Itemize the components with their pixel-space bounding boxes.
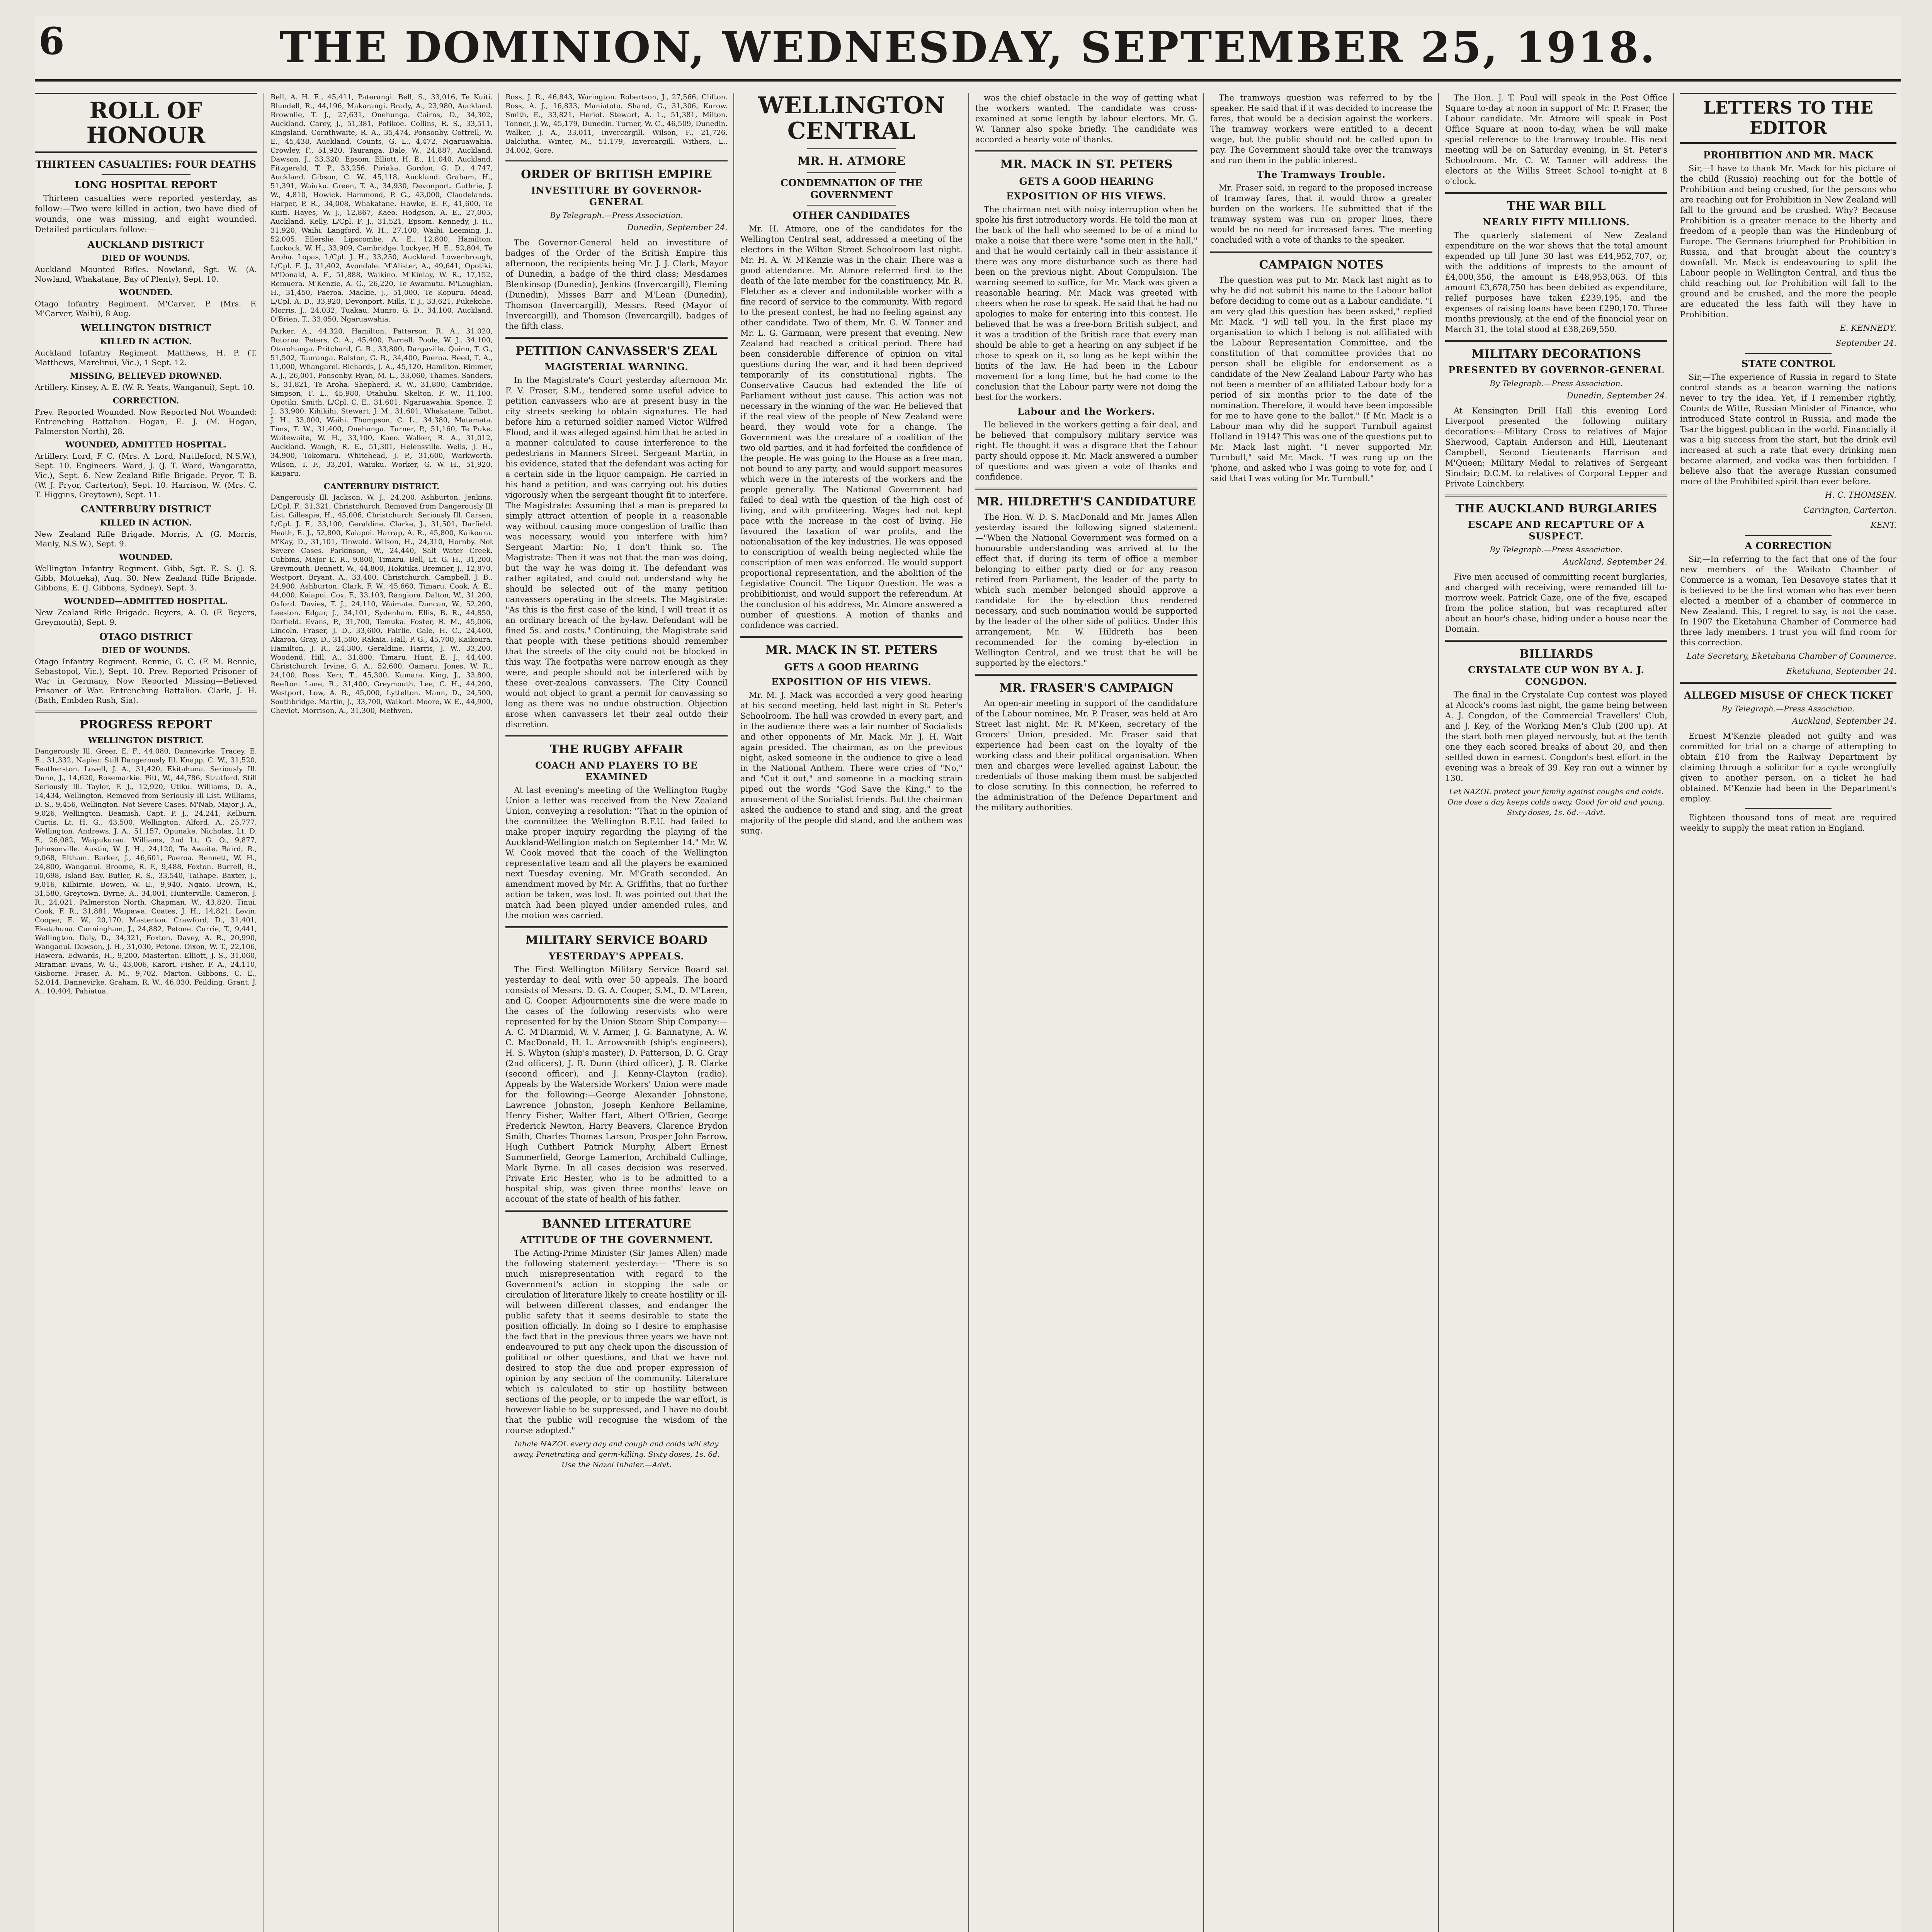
letter-place: Carrington, Carterton. bbox=[1803, 505, 1896, 515]
section-subtitle: WOUNDED. bbox=[119, 287, 173, 297]
section-subtitle: WOUNDED—ADMITTED HOSPITAL. bbox=[64, 596, 228, 606]
column-rule bbox=[498, 93, 499, 1932]
column-rule bbox=[1203, 93, 1204, 1932]
article-text: An open-air meeting in support of the candidature of the Labour nominee, Mr. P. Fraser, was held at Aro Street last night. Mr. R. M'Keen, secretary of the Grocers' Union, presided. Mr. Fraser said that experience had been cast on the loyalty of the working class and their political organisation. When men and charges were levelled against Labour, the credentials of those making them must be subjected to close scrutiny. In this connection, he referred to the administration of the Defence Department and the military authorities. bbox=[975, 699, 1197, 812]
progress-names: Dangerously Ill. Jackson, W. J., 24,200, Ashburton. Jenkins, L/Cpl. F., 31,321, Christchurch. Removed from Dangerously Ill List. Gillespie, H., 45,006, Christchurch. Seriously Ill. Carsen, L/Cpl. J. F., 33,100, Geraldine. Clarke, J., 31,501, Darfield. Heath, E. J., 52,800, Kaiapoi. Harrap, A. R., 45,800, Kaikoura. M'Kay, D., 31,101, Tinwald. Wilson, H., 24,310, Hornby. Not Severe Cases. Parkinson, W., 24,440, Salt Water Creek. Cubbins, Major E. R., 9,800, Timaru. Bell, Lt. G. H., 31,200, Greymouth. Bennett, W., 44,800, Hokitika. Bremner, J., 12,870, Westport. Bryant, A., 33,400, Christchurch. Campbell, J. B., 24,900, Ashburton. Clark, F. W., 45,660, Timaru. Cook, A. E., 44,000, Kaiapoi. Cox, F., 33,103, Rangiora. Dalton, W., 31,200, Oxford. Davies, T. J., 24,110, Waimate. Duncan, W., 52,200, Leeston. Edgar, J., 34,101, Sydenham. Ellis, B. R., 44,850, Darfield. Evans, P., 31,700, Temuka. Foster, R. M., 45,006, Lincoln. Fraser, J. D., 33,600, Fairlie. Gale, H. C., 24,400, Akaroa. Gray, D., 31,500, Rakaia. Hall, P. G., 45,700, Kaikoura. Hamilton, J. R., 24,300, Geraldine. Harris, J. W., 33,200, Woodend. Hill, A., 31,800, Timaru. Hunt, E. J., 44,400, Christchurch. Irvine, G. A., 52,600, Oamaru. Jones, W. R., 24,100, Ross. Kerr, T., 45,300, Kumara. King, J., 33,800, Reefton. Lane, R., 31,400, Greymouth. Lee, C. H., 44,200, Westport. Low, A. B., 45,000, Lyttelton. Mann, D., 24,500, Southbridge. Martin, J., 33,700, Waikari. Moore, W. E., 44,900, Cheviot. Morrison, A., 31,300, Methven. bbox=[270, 493, 493, 715]
hospital-report-title: LONG HOSPITAL REPORT bbox=[75, 179, 217, 190]
order-british-empire-title: ORDER OF BRITISH EMPIRE bbox=[521, 168, 712, 181]
casualty-entry: Otago Infantry Regiment. M'Carver, P. (Mrs. F. M'Carver, Waihi), 8 Aug. bbox=[35, 299, 257, 318]
military-decorations-subtitle: PRESENTED BY GOVERNOR-GENERAL bbox=[1448, 364, 1664, 376]
column-progress-list bbox=[270, 93, 493, 1932]
divider bbox=[1445, 192, 1667, 194]
divider bbox=[975, 150, 1197, 152]
military-decorations-title: MILITARY DECORATIONS bbox=[1471, 347, 1641, 361]
column-rule bbox=[968, 93, 969, 1932]
dateline: Auckland, September 24. bbox=[1563, 557, 1667, 566]
misuse-title: ALLEGED MISUSE OF CHECK TICKET bbox=[1684, 690, 1893, 701]
column-rule bbox=[1673, 93, 1674, 1932]
divider bbox=[1745, 353, 1832, 354]
atmore-subhead: MR. H. ATMORE bbox=[797, 155, 906, 168]
investiture-subtitle: INVESTITURE BY GOVERNOR-GENERAL bbox=[531, 185, 702, 207]
mack-subhead-2: EXPOSITION OF HIS VIEWS. bbox=[771, 676, 932, 687]
letter-date: September 24. bbox=[1835, 338, 1896, 348]
roll-of-honour-title: ROLL OF HONOUR bbox=[35, 93, 257, 153]
section-subtitle: WOUNDED, ADMITTED HOSPITAL. bbox=[65, 440, 227, 449]
casualty-entry: Prev. Reported Wounded. Now Reported Not Wounded: Entrenching Battalion. Hogan, E. J. (M. Hogan, Palmerston North), 28. bbox=[35, 407, 257, 436]
divider bbox=[975, 488, 1197, 490]
article-text: Mr. H. Atmore, one of the candidates for the Wellington Central seat, addressed a meeting of the electors in the Wilton Street Schoolroom last night. Mr. H. A. W. M'Kenzie was in the chair. There was a good attendance. Mr. Atmore referred first to the death of the late member for the constituency, Mr. R. Fletcher as a clever and indomitable worker with a fine record of service to the community. With regard to the present contest, he had no feeling against any other candidate. Two of them, Mr. G. W. Tanner and Mr. L. G. Garmann, were present that evening. New Zealand had reached a critical period. There had been considerable difference of opinion on vital questions during the war, and it had been deprived temporarily of its constitutional rights. The Conservative Caucus had extended the life of Parliament without just cause. This action was not necessary in the winning of the war. He believed that if the real view of the people of New Zealand were heard, they would vote for a change. The Government was the creature of a coalition of the two old parties, and it had forfeited the confidence of the people. He was going to the House as a free man, not bound to any party, and would support measures which were in the interests of the workers and the people generally. The National Government had failed to deal with the question of the high cost of living, and with profiteering. Wages had not kept pace with the increase in the cost of living. He favoured the taxation of war profits, and the nationalisation of the key industries. He was opposed to conscription of wealth being neglected while the conscription of men was enforced. He would support proportional representation, and the abolition of the Legislative Council. The Liquor Question. He was a prohibitionist, and would support the referendum. At the conclusion of his address, Mr. Atmore answered a number of questions. A motion of thanks and confidence was carried. bbox=[740, 224, 963, 630]
casualty-entry: New Zealand Rifle Brigade. Beyers, A. O. (F. Beyers, Greymouth), Sept. 9. bbox=[35, 608, 257, 627]
dateline: Dunedin, September 24. bbox=[1566, 391, 1667, 400]
fraser-title: MR. FRASER'S CAMPAIGN bbox=[999, 681, 1173, 695]
article-text: At last evening's meeting of the Wellington Rugby Union a letter was received from the New Zealand Union, conveying a resolution: "That in the opinion of the committee the Wellington R.F.U. had failed to make proper inquiry regarding the playing of the Auckland-Wellington match on September 14." Mr. W. W. Cook moved that the coach of the Wellington representative team and all the players be examined next Tuesday evening. Mr. M'Grath seconded. An amendment moved by Mr. A. Griffiths, that no further action be taken, was lost. It was pointed out that the match had been played under amended rules, and the motion was carried. bbox=[505, 786, 728, 920]
divider bbox=[505, 1210, 728, 1212]
divider bbox=[807, 205, 896, 206]
column-wellington-central bbox=[740, 93, 963, 1932]
divider bbox=[505, 926, 728, 928]
article-text: The Hon. W. D. S. MacDonald and Mr. James Allen yesterday issued the following signed statement:—"When the National Government was formed on a honourable understanding was arrived at to the effect that, if during its term of office a member belonging to either party died or for any reason retired from Parliament, the leader of the party to which such member belonged should approve a candidate for the by-election thus rendered necessary, and such nomination would be supported by the leader of the other side of politics. Under this arrangement, Mr. W. Hildreth has been recommended for the coming by-election in Wellington Central, and we trust that he will be supported by the electors." bbox=[975, 512, 1197, 668]
section-title: CANTERBURY DISTRICT bbox=[80, 503, 211, 515]
letter-text: Sir,—In referring to the fact that one of the four new members of the Waikato Chamber of Commerce is a woman, Ten Desavoye states that it is believed to be the first woman who has ever been elected a member of a chamber of commerce in New Zealand. This, I regret to say, is not the case. In 1907 the Eketahuna Chamber of Commerce had three lady members. I trust you will find room for this correction. bbox=[1680, 554, 1896, 647]
newspaper-page bbox=[35, 15, 1901, 1932]
divider bbox=[975, 674, 1197, 676]
condemnation-subhead: CONDEMNATION OF THE GOVERNMENT bbox=[781, 177, 922, 201]
article-text: At Kensington Drill Hall this evening Lord Liverpool presented the following military decorations:—Military Cross to relatives of Major Sherwood, Captain Anderson and Hill, Lieutenant Campbell, Second Lieutenants Harrison and M'Queen; Military Medal to relatives of Sergeant Sinclair; D.C.M. to relatives of Corporal Lepper and Private Lainchbery. bbox=[1445, 406, 1667, 488]
casualty-entry: Artillery. Kinsey, A. E. (W. R. Yeats, Wanganui), Sept. 10. bbox=[35, 383, 255, 392]
casualties-headline: THIRTEEN CASUALTIES: FOUR DEATHS bbox=[35, 159, 257, 170]
letters-title: LETTERS TO THE EDITOR bbox=[1680, 93, 1896, 144]
banned-literature-subtitle: ATTITUDE OF THE GOVERNMENT. bbox=[520, 1234, 713, 1245]
progress-names: Ross, J. R., 46,843, Warington. Robertson, J., 27,566, Clifton. Ross, A. J., 16,833, Maniatoto. Shand, G., 31,306, Kurow. Smith, E., 33,821, Heriot. Stewart, A. L., 51,381, Milton. Tonner, J. W., 45,179, Dunedin. Turner, W. C., 46,509, Dunedin. Walker, J. A., 33,011, Invercargill. Wilson, F., 21,726, Balclutha. Winter, M., 51,179, Invercargill. Withers, L., 34,002, Gore. bbox=[505, 93, 728, 155]
divider bbox=[505, 337, 728, 339]
letter-title: PROHIBITION AND MR. MACK bbox=[1703, 150, 1874, 161]
divider bbox=[102, 174, 190, 175]
article-text: Five men accused of committing recent burglaries, and charged with receiving, were remanded till to-morrow week. Patrick Gaze, one of the five, escaped from the police station, but was recaptured after about an hour's chase, hiding under a house near the Domain. bbox=[1445, 572, 1667, 634]
article-text: The chairman met with noisy interruption when he spoke his first introductory words. He told the man at the back of the hall who seemed to be of a mind to make a noise that there were "some men in the hall," and that he would certainly call in their assistance if there was any more disturbance such as there had been on the previous night. About Compulsion. The warning seemed to suffice, for Mr. Mack was given a reasonable hearing. Mr. Mack was greeted with cheers when he rose to speak. He said that he had no apologies to make for entering into this contest. He believed that he was a free-born British subject, and it was a tradition of the British race that every man should be able to get a hearing on any subject if he chose to speak on it, so long as he kept within the limits of the law. He had been in the Labour movement for a long time, but he had come to the conclusion that the Labour party were not doing the best for the workers. bbox=[975, 205, 1197, 402]
petition-subtitle: MAGISTERIAL WARNING. bbox=[544, 361, 689, 372]
column-letters bbox=[1680, 93, 1896, 1932]
progress-report-title: PROGRESS REPORT bbox=[79, 718, 213, 731]
article-text: The quarterly statement of New Zealand expenditure on the war shows that the total amount expended up till June 30 last was £44,952,707, or, with the additions of imprests to the amount of £4,000,356, the amount is £48,953,063. Of this amount £3,678,750 has been debited as expenditure, relief purposes have taken £239,195, and the expenses of raising loans have been £290,170. Three months previously, at the end of the financial year on March 31, the total stood at £38,269,550. bbox=[1445, 231, 1667, 334]
column-six bbox=[1210, 93, 1432, 1932]
masthead bbox=[35, 15, 1901, 82]
other-candidates-subhead: OTHER CANDIDATES bbox=[793, 210, 910, 221]
burglaries-title: THE AUCKLAND BURGLARIES bbox=[1455, 502, 1657, 515]
column-five bbox=[975, 93, 1197, 1932]
letter-title: A CORRECTION bbox=[1745, 540, 1832, 551]
casualty-entry: New Zealand Rifle Brigade. Morris, A. (G. Morris, Manly, N.S.W.), Sept. 9. bbox=[35, 529, 257, 548]
wire-line: By Telegraph.—Press Association. bbox=[1490, 379, 1623, 388]
article-text: The First Wellington Military Service Board sat yesterday to deal with over 50 appeals. The board consists of Messrs. D. G. A. Cooper, S.M., D. M'Laren, and G. Cooper. Adjournments sine die were made in the cases of the following reservists who were represented for by the Union Steam Ship Company:—A. C. M'Diarmid, W. V. Armer, J. G. Bannatyne, A. W. C. MacDonald, H. L. Arrowsmith (ship's engineers), H. S. Whyton (ship's master), D. Patterson, D. G. Gray (2nd officers), J. R. Dunn (third officer), J. R. Clarke (second officer), and J. Kenny-Clayton (radio). Appeals by the Waterside Workers' Union were made for the following:—George Alexander Johnstone, Lawrence Johnston, Joseph Kenhore Bellamine, Henry Fisher, Walter Hart, Albert O'Brien, George Frederick Newton, Harry Beavers, Clarence Brydon Smith, Charles Thomas Larson, Prosper John Farrow, Hugh Cuthbert Patrick Murphy, Albert Ernest Summerfield, George Lamerton, Archibald Cullinge, Mark Byrne. In all cases decision was reserved. Private Eric Hester, who is to be admitted to a hospital ship, was given three months' leave on account of the state of health of his father. bbox=[505, 965, 728, 1204]
article-text: Mr. Fraser said, in regard to the proposed increase of tramway fares, that it would throw a greater burden on the workers. He submitted that if the tramway system was run on proper lines, there would be no need for increased fares. The meeting concluded with a vote of thanks to the speaker. bbox=[1210, 183, 1432, 245]
letter-text: Sir,—I have to thank Mr. Mack for his picture of the child (Russia) reaching out for the bottle of Prohibition and being crushed, for the persons who are reaching out for Prohibition in New Zealand will fall to the ground and be crushed. Why? Because Prohibition is a greater menace to the liberty and freedom of a people than was the Hindenburg of Europe. The Germans triumphed for Prohibition in Russia, and that brought about the country's downfall. Mr. Mack is endeavouring to split the Labour people in Wellington Central, and thus the child reaching out for Prohibition will fall to the ground and be crushed, and the more the people are educated the less faith will they have in Prohibition. bbox=[1680, 164, 1896, 319]
article-text: In the Magistrate's Court yesterday afternoon Mr. F. V. Fraser, S.M., tendered some useful advice to petition canvassers who are at present busy in the city streets seeking to obtain signatures. He had before him a returned soldier named Victor Wilfred Flood, and it was alleged against him that he acted in a manner calculated to cause interference to the pedestrians in Manners Street. Sergeant Martin, in his evidence, stated that the defendant was acting for a certain side in the liquor campaign. He carried in his hand a petition, and was carrying out his duties vigorously when the sergeant thought fit to interfere. The Magistrate: Assuming that a man is prepared to simply attract attention of people in a reasonable way without causing more congestion of traffic than was necessary, would you interfere with him? Sergeant Martin: No, I don't think so. The Magistrate: Then it was not that the man was doing, but the way he was doing it. The defendant was rather agitated, and could not understand why he should be selected out of the many petition canvassers operating in the streets. The Magistrate: "As this is the first case of the kind, I will treat it as an ordinary breach of the by-law. Defendant will be fined 5s. and costs." Continuing, the Magistrate said that people with these petitions should remember that the streets of the city could not be blocked in this way. The footpaths were narrow enough as they were, and people should not be interfered with by these over-zealous canvassers. The City Council would not object to grant a permit for canvassing so long as there was no undue obstruction. Objection arose when canvassers let their zeal outdo their discretion. bbox=[505, 376, 728, 729]
letter-place: Eketahuna, September 24. bbox=[1786, 667, 1896, 676]
banned-literature-title: BANNED LITERATURE bbox=[542, 1217, 691, 1231]
column-rule bbox=[733, 93, 734, 1932]
inline-heading: Labour and the Workers. bbox=[1017, 406, 1156, 417]
wire-line: By Telegraph.—Press Association. bbox=[1490, 545, 1623, 554]
rugby-title: THE RUGBY AFFAIR bbox=[550, 743, 683, 756]
progress-names: Bell, A. H. E., 45,411, Paterangi. Bell, S., 33,016, Te Kuiti. Blundell, R., 44,196, Makarangi. Brady, A., 23,980, Auckland. Brownlie, T. J., 27,631, Onehunga. Cairns, D., 34,302, Auckland. Carey, J., 51,381, Potikoe. Collins, R. S., 33,511, Kingsland. Cornthwaite, R. A., 35,474, Ponsonby. Cottrell, W. E., 45,438, Auckland. Counts, G. L., 4,472, Ngaruawahia. Crowley, F., 51,920, Tauranga. Dale, W., 24,887, Auckland. Dawson, J., 33,320, Epsom. Elliott, H. E., 11,040, Auckland. Fitzgerald, T. P., 33,256, Piriaka. Gordon, G. D., 4,747, Auckland. Gibson, C. W., 45,118, Auckland. Graham, H., 51,391, Waiuku. Green, T. A., 34,930, Devonport. Guthrie, J. W., 4,810, Howick. Hammond, P. G., 43,000, Claudelands. Harper, P. R., 34,008, Whakatane. Hawke, E. F., 41,600, Te Kuiti. Hayes, W. J., 12,867, Kaeo. Hodgson, A. E., 27,005, Auckland. Kelly, L/Cpl. F. J., 31,521, Epsom. Kennedy, J. H., 31,920, Waihi. Langford, W. H., 27,100, Waihi. Leeming, J., 52,005, Ellerslie. Lipscombe, A. E., 12,800, Hamilton. Luckock, W. H., 33,909, Cambridge. Lockyer, H. E., 52,804, Te Aroha. Lopas, L/Cpl. J. H., 33,250, Auckland. Lowenbrough, L/Cpl. F. J., 31,402, Avondale. M'Alister, A., 49,641, Opotiki. M'Donald, A. F., 51,888, Waikino. M'Kinlay, W. R., 17,152, Remuera. M'Kenzie, A. G., 26,220, Te Awamutu. M'Laughlan, H., 31,450, Paeroa. Mackie, J., 51,000, Te Kopuru. Mead, L/Cpl. A. D., 33,920, Devonport. Mills, T. J., 33,621, Pukekohe. Morris, J., 24,032, Tuakau. Munro, G. D., 34,100, Auckland. O'Brien, T., 33,050, Ngaruawahia. bbox=[270, 93, 493, 323]
article-text: The question was put to Mr. Mack last night as to why he did not submit his name to the Labour ballot before deciding to come out as a Labour candidate. "I am very glad this question has been asked," replied Mr. Mack. "I will tell you. In the first place my organisation to which I belong is not affiliated with the Labour Representation Committee, and the constitution of that committee provides that no person shall be eligible for endorsement as a candidate of the New Zealand Labour Party who has not been a member of an affiliated Labour body for a period of six months prior to the date of the nomination. Therefore, it would have been impossible for me to have gone to the ballot." If Mr. Mack is a Labour man why did he support Turnbull against Holland in 1914? This was one of the questions put to Mr. Mack last night. "I never supported Mr. Turnbull," said Mr. Mack. "I was rung up on the 'phone, and asked who I was going to vote for, and I said that I was voting for Mr. Turnbull." bbox=[1210, 276, 1432, 483]
war-bill-subtitle: NEARLY FIFTY MILLIONS. bbox=[1483, 216, 1630, 228]
casualty-entry: Wellington Infantry Regiment. Gibb, Sgt. E. S. (J. S. Gibb, Motueka), Aug. 30. New Zealand Rifle Brigade. Gibbons, E. (J. Gibbons, Sydney), Sept. 3. bbox=[35, 564, 257, 592]
section-subtitle: WOUNDED. bbox=[119, 552, 173, 562]
war-bill-title: THE WAR BILL bbox=[1507, 199, 1606, 213]
progress-names: Parker, A., 44,320, Hamilton. Patterson, R. A., 31,020, Rotorua. Peters, C. A., 45,400, Parnell. Poole, W. J., 34,100, Otorohanga. Pritchard, G. R., 33,800, Dargaville. Quinn, T. G., 51,502, Tauranga. Ralston, G. B., 34,400, Paeroa. Reed, T. A., 11,000, Whangarei. Richards, J. A., 45,120, Hamilton. Rimmer, A. J., 26,001, Ponsonby. Ryan, M. L., 33,060, Thames. Sanders, S., 31,821, Te Aroha. Shepherd, R. W., 31,800, Cambridge. Simpson, F. L., 45,980, Otahuhu. Skelton, F. W., 11,100, Opotiki. Smith, L/Cpl. C. E., 31,601, Ngaruawahia. Spence, T. J., 33,900, Kihikihi. Stewart, J. M., 31,601, Whakatane. Talbot, J. H., 33,000, Waihi. Thompson, C. L., 34,380, Matamata. Tims, T. W., 31,400, Onehunga. Turner, P., 51,160, Te Puke. Waitewaite, W. H., 33,100, Kaeo. Walker, R. A., 31,012, Auckland. Waugh, R. E., 51,301, Helensville. Wells, J. H., 34,900, Tokomaru. Whitehead, J. P., 31,600, Warkworth. Wilson, T. F., 33,201, Waiuku. Worker, G. W. H., 51,920, Kaiparu. bbox=[270, 327, 493, 478]
inline-heading: The Tramways Trouble. bbox=[1257, 169, 1386, 180]
divider bbox=[1745, 808, 1832, 809]
hildreth-title: MR. HILDRETH'S CANDIDATURE bbox=[977, 495, 1196, 509]
section-title: AUCKLAND DISTRICT bbox=[87, 239, 204, 250]
article-text: Eighteen thousand tons of meat are required weekly to supply the meat ration in England. bbox=[1680, 813, 1896, 833]
district-title: CANTERBURY DISTRICT. bbox=[323, 481, 440, 491]
divider bbox=[807, 172, 896, 173]
billiards-title: BILLIARDS bbox=[1519, 647, 1594, 661]
section-subtitle: MISSING, BELIEVED DROWNED. bbox=[70, 371, 222, 381]
wire-line: By Telegraph.—Press Association. bbox=[550, 211, 683, 220]
campaign-notes-title: CAMPAIGN NOTES bbox=[1259, 258, 1384, 272]
burglaries-subtitle: ESCAPE AND RECAPTURE OF A SUSPECT. bbox=[1468, 519, 1645, 542]
military-board-title: MILITARY SERVICE BOARD bbox=[525, 934, 708, 947]
divider bbox=[1210, 251, 1432, 253]
casualty-entry: Auckland Infantry Regiment. Matthews, H. P. (T. Matthews, Marelinui, Vic.), 1 Sept. 12. bbox=[35, 348, 257, 367]
section-title: WELLINGTON DISTRICT bbox=[80, 322, 211, 333]
column-roll-of-honour bbox=[35, 93, 257, 1932]
divider bbox=[505, 160, 728, 162]
divider bbox=[1745, 535, 1832, 536]
divider bbox=[1445, 340, 1667, 342]
advertisement: Inhale NAZOL every day and cough and colds will stay away. Penetrating and germ-killing. Sixty doses, 1s. 6d. Use the Nazol Inhaler.—Advt. bbox=[513, 1440, 720, 1469]
article-text: The Governor-General held an investiture of badges of the Order of the British Empire this afternoon, the recipients being Mr. J. J. Clark, Mayor of Dunedin, a badge of the third class; Mesdames Blenkinsop (Dunedin), Jenkins (Invercargill), Fleming (Dunedin), Misses Barr and M'Lean (Dunedin), Thomson (Invercargill), Messrs. Reed (Mayor of Invercargill), and Thomson (Invercargill), badges of the fifth class. bbox=[505, 238, 728, 331]
progress-district: WELLINGTON DISTRICT. bbox=[88, 735, 204, 745]
letter-signature: Late Secretary, Eketahuna Chamber of Commerce. bbox=[1686, 651, 1896, 661]
divider bbox=[35, 711, 257, 713]
letter-title: STATE CONTROL bbox=[1741, 358, 1835, 369]
column-rule bbox=[1438, 93, 1439, 1932]
mack-subhead: GETS A GOOD HEARING bbox=[784, 662, 919, 673]
article-text: The tramways question was referred to by the speaker. He said that if it was decided to increase the fares, that would be a decision against the workers. The tramway workers were entitled to a decent wage, but the public should not be called upon to pay. The Government should take over the tramways and run them in the public interest. bbox=[1210, 93, 1432, 165]
progress-names: Dangerously Ill. Greer, E. F., 44,080, Dannevirke. Tracey, E. E., 31,332, Napier. Still Dangerously Ill. Knapp, C. W., 31,520, Featherston. Lovell, J. A., 31,420, Ekitahuna. Seriously Ill. Dunn, J., 14,620, Rosemarkie. Pitt, W., 44,786, Stratford. Still Seriously Ill. Taylor, F. J., 12,920, Utiku. Williams, D. A., 14,434, Wellington. Removed from Seriously Ill List. Williams, D. S., 9,456, Wellington. Not Severe Cases. M'Nab, Major J. A., 9,026, Wellington. Beamish, Capt. P. J., 24,241, Kelburn. Curtis, Lt. H. G., 43,500, Wellington. Alford, A., 25,777, Wellington. Andrews, J. A., 51,157, Opunake. Nicholas, Lt. D. F., 26,082, Waipukurau. Williams, 2nd Lt. G. O., 9,877, Johnsonville. Austin, W. J. H., 24,120, Te Awaite. Baird, R., 9,068, Eltham. Barker, J., 46,601, Paeroa. Bennett, W. H., 24,800, Wanganui. Broome, R. F., 9,488, Foxton. Burrell, B., 10,698, Island Bay. Butler, R. S., 33,540, Taihape. Baxter, J., 9,016, Kilbirnie. Bowen, W. E., 9,940, Ngaio. Brown, R., 31,580, Greytown. Byrne, A., 34,001, Hunterville. Cameron, J. R., 24,021, Palmerston North. Chapman, W., 43,820, Tinui. Cook, F. R., 31,881, Waipawa. Coates, J. H., 14,821, Levin. Cooper, E. W., 20,170, Masterton. Crawford, D., 31,401, Eketahuna. Cunningham, J., 24,882, Petone. Currie, T., 9,441, Wellington. Daly, D., 34,321, Foxton. Davey, A. R., 20,990, Wanganui. Dawson, J. H., 31,030, Petone. Dixon, W. T., 22,106, Hawera. Edwards, H., 9,200, Masterton. Elliott, J. S., 31,060, Miramar. Evans, W. G., 43,006, Karori. Fisher, F. A., 24,110, Gisborne. Fraser, A. M., 9,702, Marton. Gibbons, C. E., 52,014, Dannevirke. Graham, R. W., 46,030, Feilding. Grant, J. A., 10,404, Pahiatua. bbox=[35, 747, 257, 995]
letter-text: Sir,—The experience of Russia in regard to State control stands as a beacon warning the nations never to try the idea. Yet, if I remember rightly, Counts de Witte, Russian Minister of Finance, who introduced State control in Russia, and made the Tsar the biggest publican in the world. Financially it was a big success from the start, but the drink evil increased at such a rate that every drinking man became alarmed, and vodka was then forbidden. I believe also that the average Russian consumed more of the Prohibited spirit than ever before. bbox=[1680, 372, 1896, 486]
casualty-entry: Auckland Mounted Rifles. Nowland, Sgt. W. (A. Nowland, Whakatane, Bay of Plenty), Sept. 10. bbox=[35, 265, 257, 284]
mack-headline: MR. MACK IN ST. PETERS bbox=[765, 643, 938, 657]
page-number: 6 bbox=[39, 19, 65, 63]
divider bbox=[505, 735, 728, 737]
casualties-intro: Thirteen casualties were reported yesterday, as follow:—Two were killed in action, two have died of wounds, one was missing, and eight wounded. Detailed particulars follow:— bbox=[35, 194, 257, 234]
divider bbox=[740, 636, 963, 638]
wellington-central-headline: WELLINGTON CENTRAL bbox=[758, 93, 945, 145]
dateline: Auckland, September 24. bbox=[1792, 716, 1896, 726]
divider bbox=[807, 148, 896, 149]
column-three bbox=[505, 93, 728, 1932]
article-text: Mr. M. J. Mack was accorded a very good hearing at his second meeting, held last night in St. Peter's Schoolroom. The hall was crowded in every part, and in the audience there was a fair number of Socialists and other opponents of Mr. Mack. Mr. J. H. Wait again presided. The chairman, as on the previous night, asked someone in the audience to give a lead in the National Anthem. There were cries of "No," and "Cut it out," and someone in a mocking strain piped out the words "God Save the King," to the amusement of the Socialist friends. But the chairman asked the audience to stand and sing, and the great majority of the people did stand, and the anthem was sung. bbox=[740, 690, 963, 835]
divider bbox=[1445, 640, 1667, 642]
section-subtitle: DIED OF WOUNDS. bbox=[101, 645, 190, 655]
article-text: The Acting-Prime Minister (Sir James Allen) made the following statement yesterday:— "There is so much misrepresentation with regard to the Government's action in stopping the sale or circulation of literature likely to create hostility or ill-will between different classes, and endanger the public safety that it seems desirable to state the position officially. In doing so I desire to emphasise the fact that in the previous three years we have not endeavoured to put any check upon the discussion of political or other questions, and that we have not desired to stop the due and proper expression of opinion by any section of the community. Literature which is calculated to stir up hostility between sections of the people, or to impede the war effort, is however liable to be suppressed, and I have no doubt that the public will recognise the wisdom of the course adopted." bbox=[505, 1248, 728, 1435]
letter-signature: KENT. bbox=[1871, 520, 1896, 530]
dateline: Dunedin, September 24. bbox=[627, 223, 728, 232]
column-seven bbox=[1445, 93, 1667, 1932]
divider bbox=[1680, 682, 1896, 684]
casualty-entry: Otago Infantry Regiment. Rennie, G. C. (F. M. Rennie, Sebastopol, Vic.), Sept. 10. Prev. Reported Prisoner of War in Germany, Now Reported Missing—Believed Prisoner of War. Entrenching Battalion. Clark, J. H. (Bath, Embden Rush, Sia). bbox=[35, 657, 257, 705]
advertisement: Let NAZOL protect your family against coughs and colds. One dose a day keeps colds away. Good for old and young. Sixty doses, 1s. 6d.—Advt. bbox=[1447, 787, 1665, 817]
section-subtitle: KILLED IN ACTION. bbox=[100, 518, 192, 527]
section-subtitle: KILLED IN ACTION. bbox=[100, 337, 192, 346]
rugby-subtitle: COACH AND PLAYERS TO BE EXAMINED bbox=[535, 760, 698, 782]
petition-title: PETITION CANVASSER'S ZEAL bbox=[515, 344, 718, 358]
letter-signature: E. KENNEDY. bbox=[1840, 323, 1896, 333]
article-text: The final in the Crystalate Cup contest was played at Alcock's rooms last night, the game being between A. J. Congdon, of the Commercial Travellers' Club, and J. Key, of the Working Men's Club (200 up). At the start both men played nervously, but at the tenth one they each scored breaks of about 20, and then settled down in earnest. Congdon's best effort in the evening was a break of 39. Key ran out a winner by 130. bbox=[1445, 690, 1667, 783]
military-board-subtitle: YESTERDAY'S APPEALS. bbox=[549, 951, 684, 962]
mack-subhead: GETS A GOOD HEARING bbox=[1019, 176, 1154, 187]
article-text: The Hon. J. T. Paul will speak in the Post Office Square to-day at noon in support of Mr. P. Fraser, the Labour candidate. Mr. Atmore will speak in Post Office Square at noon to-day, when he will make special reference to the tramway trouble. His next meeting will be on Saturday evening, in St. Peter's Schoolroom. Mr. C. W. Tanner will address the electors at the Willis Street School to-night at 8 o'clock. bbox=[1445, 93, 1667, 186]
mack-headline: MR. MACK IN ST. PETERS bbox=[1000, 158, 1173, 171]
article-text: Ernest M'Kenzie pleaded not guilty and was committed for trial on a charge of attempting to obtain £10 from the Railway Department by claiming through a solicitor for a cycle wrongfully given to another person, on a ticket he had obtained. M'Kenzie had been in the Department's employ. bbox=[1680, 731, 1896, 803]
letter-signature: H. C. THOMSEN. bbox=[1825, 490, 1896, 500]
section-title: OTAGO DISTRICT bbox=[99, 631, 193, 642]
wire-line: By Telegraph.—Press Association. bbox=[1721, 704, 1855, 713]
section-subtitle: CORRECTION. bbox=[112, 396, 179, 405]
section-subtitle: DIED OF WOUNDS. bbox=[101, 253, 190, 263]
divider bbox=[1445, 495, 1667, 497]
casualty-entry: Artillery. Lord, F. C. (Mrs. A. Lord, Nuttleford, N.S.W.), Sept. 10. Engineers. Ward, J. (J. T. Ward, Wangaratta, Vic.), Sept. 6. New Zealand Rifle Brigade. Pryor, T. B. (W. J. Pryor, Carterton), Sept. 10. Harrison, W. (Mrs. C. T. Higgins, Greytown), Sept. 11. bbox=[35, 451, 257, 499]
article-text: was the chief obstacle in the way of getting what the workers wanted. The candidate was cross-examined at some length by labour electors. Mr. G. W. Tanner also spoke briefly. The candidate was accorded a hearty vote of thanks. bbox=[975, 93, 1197, 144]
mack-subhead-2: EXPOSITION OF HIS VIEWS. bbox=[1006, 190, 1167, 202]
paper-title: THE DOMINION, WEDNESDAY, SEPTEMBER 25, 1918. bbox=[279, 22, 1656, 72]
billiards-subtitle: CRYSTALATE CUP WON BY A. J. CONGDON. bbox=[1468, 664, 1645, 687]
article-text: He believed in the workers getting a fair deal, and he believed that compulsory military service was right. He thought it was a disgrace that the Labour party should oppose it. Mr. Mack answered a number of questions and was given a vote of thanks and confidence. bbox=[975, 420, 1197, 481]
